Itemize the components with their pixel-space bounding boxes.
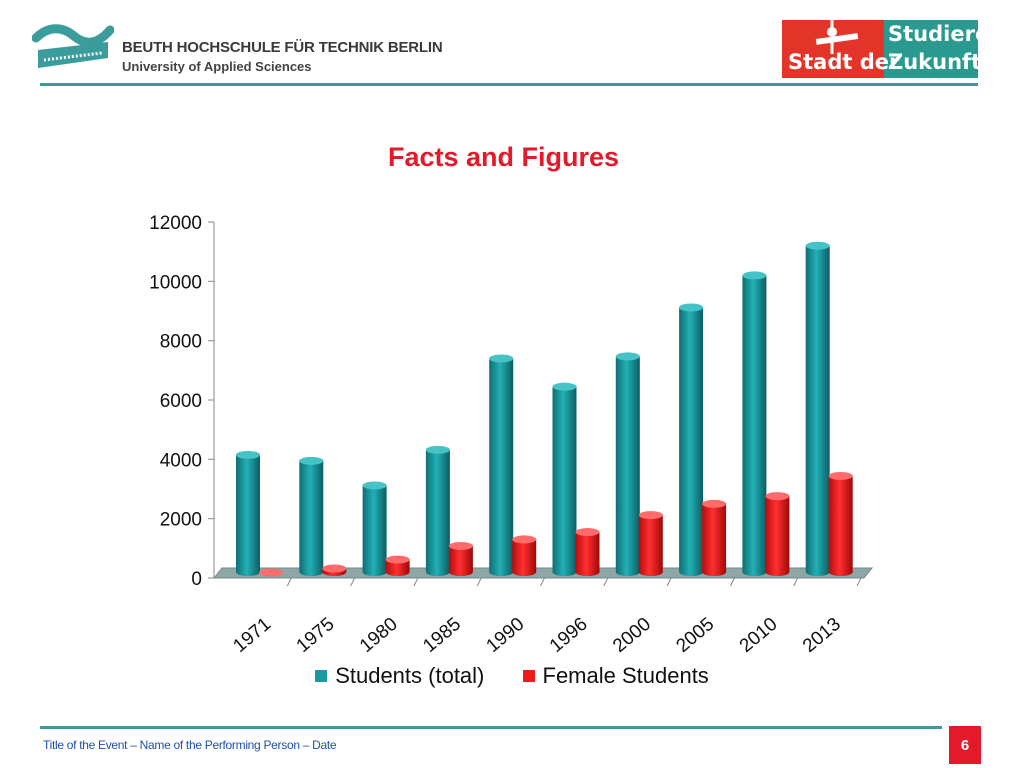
x-tick-mark-1975 [351, 578, 355, 586]
chart-title: Facts and Figures [387, 142, 620, 172]
page-number-badge: 6 [949, 726, 981, 764]
x-tick-label-1975: 1975 [292, 613, 339, 658]
legend-label-female: Female Students [542, 663, 709, 688]
bar-total-2005 [679, 303, 703, 576]
legend-swatch-total [315, 670, 327, 682]
x-tick-label-1971: 1971 [229, 613, 276, 658]
bar-female-1971 [259, 569, 283, 577]
bar-total-1980 [363, 481, 387, 576]
y-tick-label-4: 8000 [159, 331, 202, 353]
bar-total-2010 [742, 271, 766, 576]
bar-female-1996 [576, 528, 600, 576]
bar-total-1975 [299, 457, 323, 576]
y-tick-label-3: 6000 [159, 391, 202, 412]
x-tick-label-1996: 1996 [545, 613, 592, 658]
footer-event-text: Title of the Event – Name of the Performing Person – Date [43, 738, 337, 752]
x-tick-mark-2005 [730, 578, 734, 586]
x-tick-label-1985: 1985 [419, 613, 466, 658]
bar-total-2013 [806, 242, 830, 576]
y-tick-label-5: 10000 [149, 272, 202, 294]
x-tick-mark-1980 [414, 578, 418, 586]
x-tick-mark-1985 [477, 578, 481, 586]
bar-female-2013 [829, 472, 853, 576]
x-tick-label-1990: 1990 [482, 613, 529, 658]
y-tick-label-6: 12000 [149, 213, 202, 234]
x-tick-mark-1971 [287, 578, 291, 586]
x-tick-mark-1996 [604, 578, 608, 586]
x-tick-label-2010: 2010 [735, 613, 782, 658]
x-tick-mark-2000 [667, 578, 671, 586]
x-tick-mark-1990 [541, 578, 545, 586]
legend-item-female [523, 663, 709, 689]
y-tick-label-0: 0 [191, 569, 202, 590]
university-name-line1: BEUTH HOCHSCHULE FÜR TECHNIK BERLIN [122, 39, 443, 56]
legend-label-total: Students (total) [335, 663, 485, 688]
bar-total-1971 [236, 451, 260, 576]
legend-item-total [315, 663, 484, 689]
bar-female-1980 [386, 556, 410, 576]
bar-total-1996 [553, 383, 577, 576]
x-tick-mark-2010 [794, 578, 798, 586]
footer-divider [40, 726, 942, 729]
bar-female-2005 [702, 500, 726, 576]
campaign-text-studiere: Studiere [888, 22, 990, 46]
bar-total-2000 [616, 352, 640, 576]
bar-female-2010 [765, 492, 789, 576]
x-tick-label-2000: 2000 [609, 613, 656, 658]
x-tick-label-1980: 1980 [355, 613, 402, 658]
bar-total-1990 [489, 354, 513, 576]
campaign-text-zukunft: Zukunft! [888, 50, 991, 74]
legend-swatch-female [523, 670, 535, 682]
bar-female-2000 [639, 511, 663, 576]
bar-female-1975 [322, 565, 346, 576]
bar-female-1990 [512, 535, 536, 576]
campaign-text-stadt-der: Stadt der [788, 50, 900, 74]
x-tick-label-2013: 2013 [799, 613, 845, 658]
chart-legend [0, 662, 1024, 689]
university-name-line2: University of Applied Sciences [122, 59, 312, 74]
bar-female-1985 [449, 542, 473, 576]
bar-total-1985 [426, 446, 450, 576]
y-tick-label-2: 4000 [159, 450, 202, 472]
x-tick-label-2005: 2005 [672, 613, 719, 658]
x-tick-mark-2013 [857, 578, 861, 586]
y-tick-label-1: 2000 [159, 509, 202, 531]
